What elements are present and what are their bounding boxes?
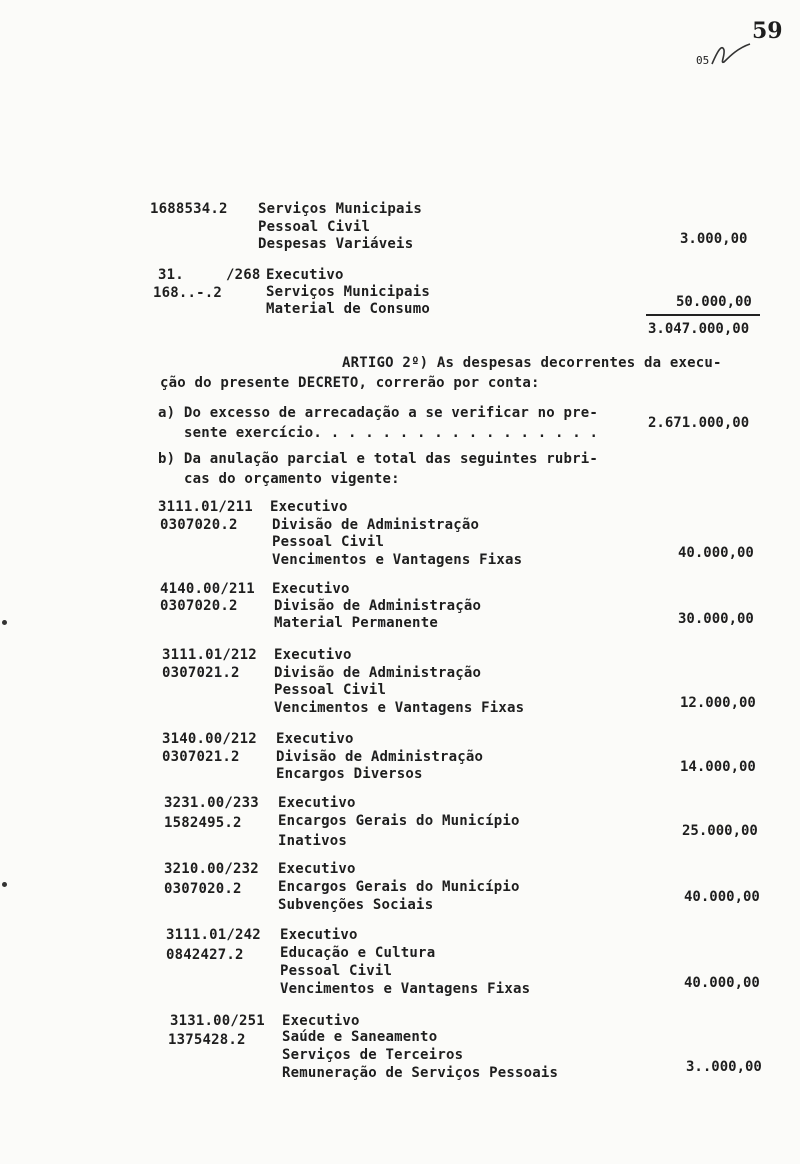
entry-line: Executivo xyxy=(280,927,358,943)
entry-line: Encargos Gerais do Município xyxy=(278,879,520,895)
intro-line: Pessoal Civil xyxy=(258,219,371,235)
block2-code2: 168..-.2 xyxy=(153,285,223,301)
handwritten-signature-icon xyxy=(694,40,754,70)
entry-line: Encargos Diversos xyxy=(276,766,423,782)
page-number: 59 xyxy=(752,18,783,44)
margin-mark xyxy=(2,620,7,625)
entry-amount: 25.000,00 xyxy=(682,823,758,839)
entry-code: 0307021.2 xyxy=(162,665,240,681)
entry-code: 3111.01/211 xyxy=(158,499,253,515)
entry-code: 0307020.2 xyxy=(164,881,242,897)
entry-amount: 3..000,00 xyxy=(686,1059,762,1075)
entry-line: Vencimentos e Vantagens Fixas xyxy=(280,981,531,997)
entry-line: Saúde e Saneamento xyxy=(282,1029,438,1045)
block2-line: Material de Consumo xyxy=(266,301,430,317)
article-line: ção do presente DECRETO, correrão por conta: xyxy=(160,375,540,391)
intro-code: 1688534.2 xyxy=(150,201,228,217)
item-a-amount: 2.671.000,00 xyxy=(648,415,750,431)
entry-amount: 40.000,00 xyxy=(684,975,760,991)
entry-code: 4140.00/211 xyxy=(160,581,255,597)
entry-line: Divisão de Administração xyxy=(274,665,482,681)
entry-amount: 14.000,00 xyxy=(680,759,756,775)
entry-line: Divisão de Administração xyxy=(272,517,480,533)
entry-line: Educação e Cultura xyxy=(280,945,436,961)
entry-line: Pessoal Civil xyxy=(272,534,385,550)
entry-code: 1582495.2 xyxy=(164,815,242,831)
entry-line: Pessoal Civil xyxy=(280,963,393,979)
entry-code: 3140.00/212 xyxy=(162,731,257,747)
item-a-line: sente exercício. . . . . . . . . . . . . . . . . xyxy=(184,425,599,441)
item-a-line: a) Do excesso de arrecadação a se verificar no pre- xyxy=(158,405,599,421)
entry-amount: 12.000,00 xyxy=(680,695,756,711)
entry-code: 3231.00/233 xyxy=(164,795,259,811)
entry-code: 0842427.2 xyxy=(166,947,244,963)
handwritten-note: 05 xyxy=(696,54,710,67)
entry-code: 3111.01/212 xyxy=(162,647,257,663)
total-amount: 3.047.000,00 xyxy=(648,321,750,337)
block2-label: Executivo xyxy=(266,267,344,283)
entry-code: 1375428.2 xyxy=(168,1032,246,1048)
entry-line: Executivo xyxy=(276,731,354,747)
block2-code-a: 31. xyxy=(158,267,184,283)
entry-line: Executivo xyxy=(272,581,350,597)
intro-amount: 3.000,00 xyxy=(680,231,748,247)
entry-line: Executivo xyxy=(274,647,352,663)
block2-amount: 50.000,00 xyxy=(676,294,752,310)
entry-code: 3111.01/242 xyxy=(166,927,261,943)
entry-line: Executivo xyxy=(278,861,356,877)
item-b-line: cas do orçamento vigente: xyxy=(184,471,400,487)
block2-code-b: /268 xyxy=(226,267,261,283)
entry-line: Divisão de Administração xyxy=(276,749,484,765)
entry-line: Inativos xyxy=(278,833,348,849)
entry-code: 0307020.2 xyxy=(160,598,238,614)
entry-amount: 40.000,00 xyxy=(678,545,754,561)
entry-line: Material Permanente xyxy=(274,615,438,631)
entry-line: Serviços de Terceiros xyxy=(282,1047,464,1063)
entry-line: Vencimentos e Vantagens Fixas xyxy=(274,700,525,716)
entry-line: Pessoal Civil xyxy=(274,682,387,698)
entry-line: Remuneração de Serviços Pessoais xyxy=(282,1065,559,1081)
entry-line: Vencimentos e Vantagens Fixas xyxy=(272,552,523,568)
block2-line: Serviços Municipais xyxy=(266,284,430,300)
entry-line: Divisão de Administração xyxy=(274,598,482,614)
article-line: ARTIGO 2º) As despesas decorrentes da execu- xyxy=(342,355,722,371)
sum-rule xyxy=(646,314,760,316)
entry-line: Executivo xyxy=(278,795,356,811)
margin-mark xyxy=(2,882,7,887)
entry-line: Executivo xyxy=(282,1013,360,1029)
entry-line: Subvenções Sociais xyxy=(278,897,434,913)
intro-line: Serviços Municipais xyxy=(258,201,422,217)
entry-code: 0307020.2 xyxy=(160,517,238,533)
entry-amount: 30.000,00 xyxy=(678,611,754,627)
entry-line: Encargos Gerais do Município xyxy=(278,813,520,829)
intro-line: Despesas Variáveis xyxy=(258,236,414,252)
entry-code: 0307021.2 xyxy=(162,749,240,765)
entry-amount: 40.000,00 xyxy=(684,889,760,905)
entry-line: Executivo xyxy=(270,499,348,515)
item-b-line: b) Da anulação parcial e total das seguintes rubri- xyxy=(158,451,599,467)
entry-code: 3131.00/251 xyxy=(170,1013,265,1029)
entry-code: 3210.00/232 xyxy=(164,861,259,877)
